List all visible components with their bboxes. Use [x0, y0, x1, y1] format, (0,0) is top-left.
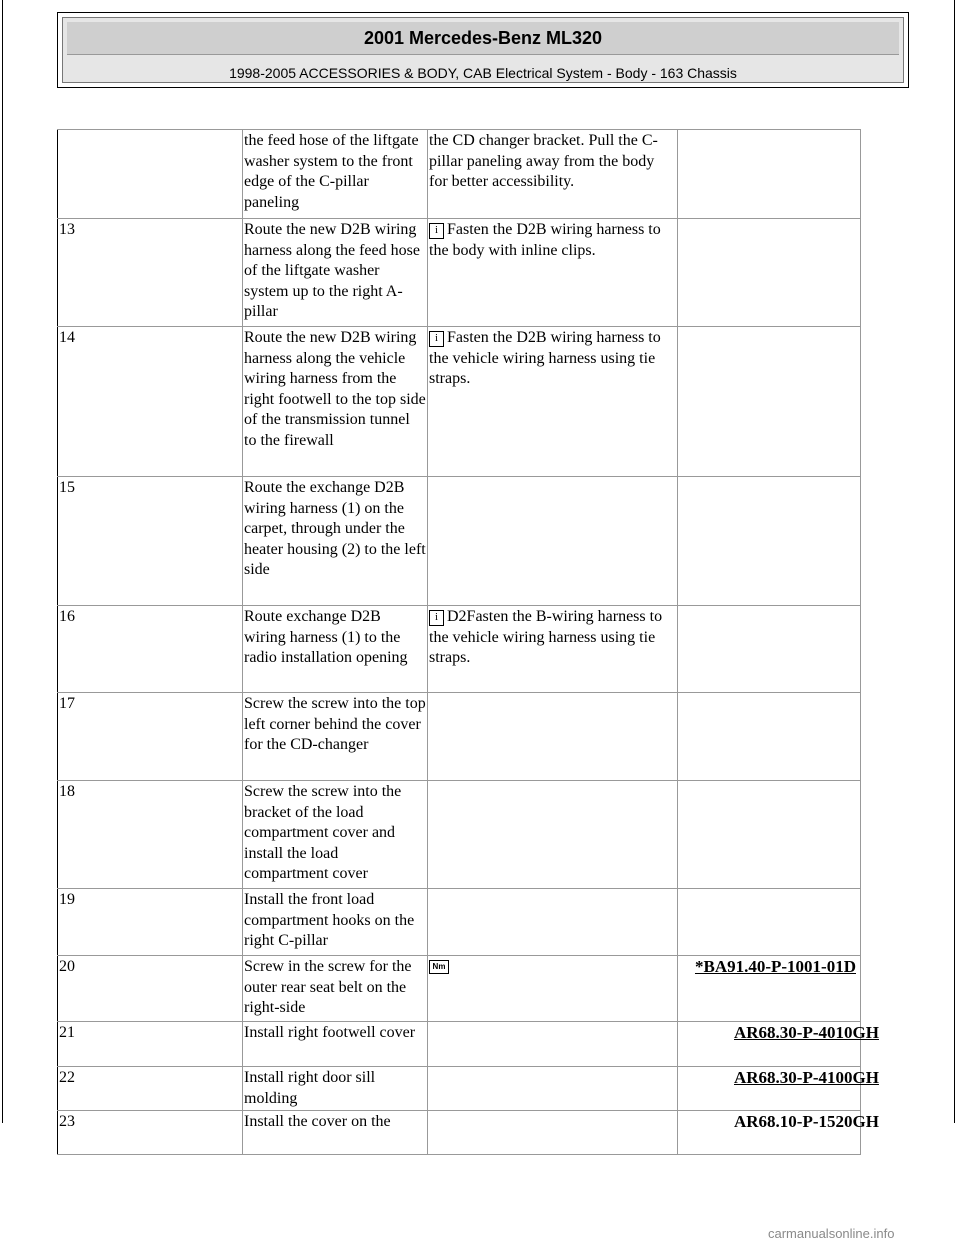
step-note [428, 693, 678, 781]
step-note [428, 1022, 678, 1067]
table-row [58, 889, 861, 956]
step-description: Install right door sill molding [243, 1067, 428, 1111]
step-number: 19 [58, 889, 243, 956]
reference-link[interactable]: *BA91.40-P-1001-01D [694, 957, 856, 976]
step-note [428, 781, 678, 889]
reference-link[interactable]: AR68.30-P-4010GH [734, 1023, 879, 1042]
step-number: 23 [58, 1111, 243, 1155]
info-icon: i [429, 223, 444, 239]
step-note: Fasten the D2B wiring harness to the body with inline clips. [429, 221, 661, 259]
page-border-right [954, 0, 955, 1123]
step-note-cell [428, 327, 678, 477]
step-description: Route the exchange D2B wiring harness (1) on the carpet, through under the heater housing (2) to the left side [243, 477, 428, 606]
step-note [428, 1067, 678, 1111]
step-number: 18 [58, 781, 243, 889]
table-row [58, 1022, 861, 1067]
document-header [57, 12, 909, 88]
step-description: Screw the screw into the bracket of the load compartment cover and install the load compartment cover [243, 781, 428, 889]
table-row [58, 327, 861, 477]
step-reference [678, 219, 861, 327]
step-number: 15 [58, 477, 243, 606]
page-border-left [2, 0, 3, 1123]
table-row [58, 956, 861, 1022]
step-number: 17 [58, 693, 243, 781]
step-reference-cell [678, 1022, 879, 1067]
step-number: 21 [58, 1022, 243, 1067]
procedure-table [57, 129, 879, 1155]
watermark: carmanualsonline.info [768, 1226, 895, 1241]
info-icon: i [429, 331, 444, 347]
step-number: 13 [58, 219, 243, 327]
step-reference [678, 889, 861, 956]
step-description: Install right footwell cover [243, 1022, 428, 1067]
table-row [58, 219, 861, 327]
step-reference [678, 477, 861, 606]
step-reference [678, 693, 861, 781]
header-panel [62, 17, 904, 83]
table-row [58, 477, 861, 606]
reference-link[interactable]: AR68.10-P-1520GH [734, 1112, 879, 1131]
table-row [58, 1111, 861, 1155]
step-description: Install the cover on the [243, 1111, 428, 1155]
step-number [58, 130, 243, 219]
table-row [58, 606, 861, 693]
info-icon: i [429, 610, 444, 626]
step-description: Route the new D2B wiring harness along the feed hose of the liftgate washer system up to the right A-pillar [243, 219, 428, 327]
table-row [58, 1067, 861, 1111]
table-row [58, 693, 861, 781]
step-description: Install the front load compartment hooks on the right C-pillar [243, 889, 428, 956]
step-reference [678, 130, 861, 219]
page-title: 2001 Mercedes-Benz ML320 [67, 22, 899, 55]
step-reference [678, 606, 861, 693]
table-row [58, 130, 861, 219]
step-note: D2Fasten the B-wiring harness to the vehicle wiring harness using tie straps. [429, 608, 663, 666]
step-number: 22 [58, 1067, 243, 1111]
table-row [58, 781, 861, 889]
reference-link[interactable]: AR68.30-P-4100GH [734, 1068, 879, 1087]
step-note: the CD changer bracket. Pull the C-pillar paneling away from the body for better accessibility. [428, 130, 678, 219]
step-reference [678, 327, 861, 477]
step-number: 16 [58, 606, 243, 693]
step-note-cell [428, 606, 678, 693]
step-note-cell [428, 956, 678, 1022]
torque-nm-icon: Nm [429, 960, 449, 974]
step-description: Screw the screw into the top left corner behind the cover for the CD-changer [243, 693, 428, 781]
step-description: Screw in the screw for the outer rear seat belt on the right-side [243, 956, 428, 1022]
step-note [428, 477, 678, 606]
step-reference-cell [678, 1111, 879, 1155]
step-number: 14 [58, 327, 243, 477]
step-number: 20 [58, 956, 243, 1022]
step-note [428, 1111, 678, 1155]
step-description: Route exchange D2B wiring harness (1) to the radio installation opening [243, 606, 428, 693]
step-note: Fasten the D2B wiring harness to the vehicle wiring harness using tie straps. [429, 329, 661, 387]
page-subtitle: 1998-2005 ACCESSORIES & BODY, CAB Electrical System - Body - 163 Chassis [229, 65, 737, 81]
step-note-cell [428, 219, 678, 327]
step-reference-cell [678, 1067, 879, 1111]
step-description: the feed hose of the liftgate washer system to the front edge of the C-pillar paneling [243, 130, 428, 219]
step-reference-cell [678, 956, 861, 1022]
step-description: Route the new D2B wiring harness along the vehicle wiring harness from the right footwell to the top side of the transmission tunnel to the firewall [243, 327, 428, 477]
step-reference [678, 781, 861, 889]
procedure-table-wrap [57, 129, 879, 1131]
step-note [428, 889, 678, 956]
